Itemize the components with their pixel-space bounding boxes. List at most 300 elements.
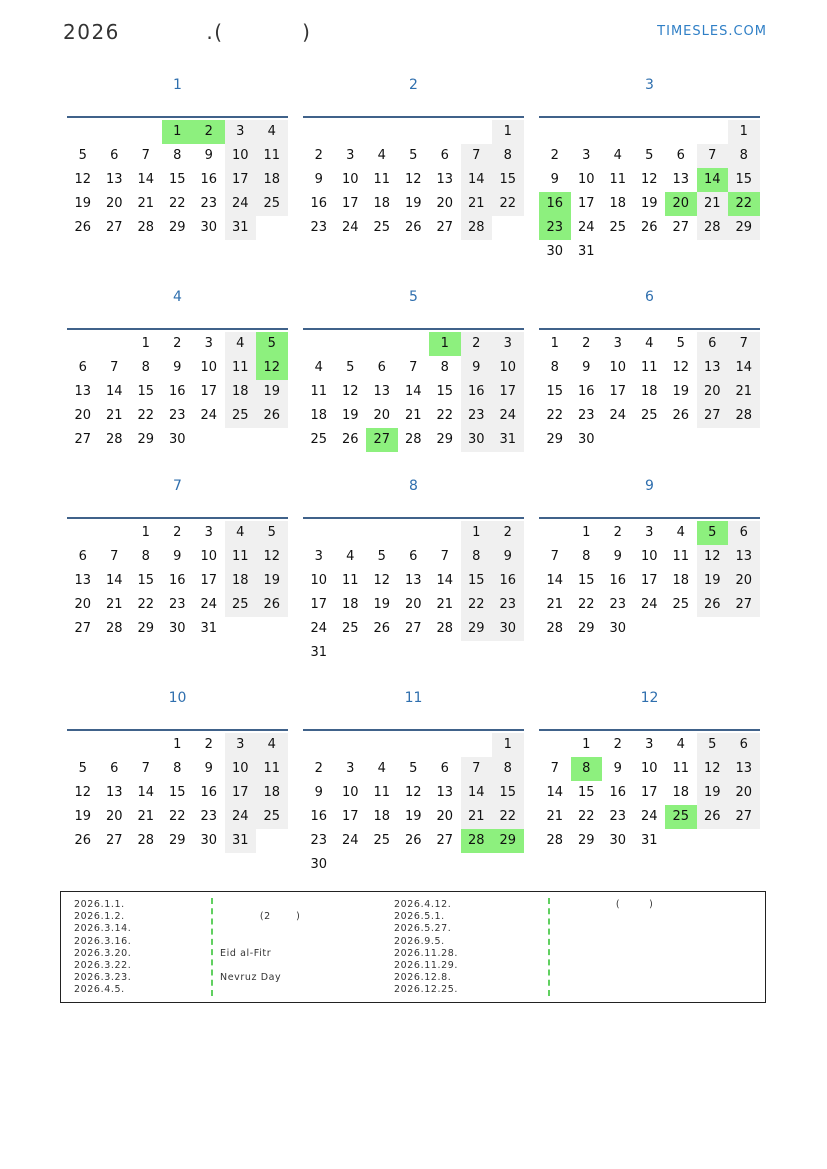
day-cell: 13 <box>373 384 391 399</box>
day-cell: 4 <box>377 148 386 163</box>
day-cell: 21 <box>404 408 422 423</box>
holiday-date: 2026.9.5. <box>394 935 445 947</box>
day-cell: 10 <box>200 360 218 375</box>
empty-cell <box>303 120 335 144</box>
day-cell: 2 <box>582 336 591 351</box>
holiday-date: 2026.4.5. <box>74 984 125 996</box>
day-cell: 12 <box>74 172 92 187</box>
day-cell: 12 <box>341 384 359 399</box>
holiday-name <box>558 923 654 935</box>
day-cell: 26 <box>640 220 658 235</box>
day-cell: 8 <box>492 144 524 168</box>
holiday-name <box>558 972 654 984</box>
day-cell: 29 <box>577 621 595 636</box>
day-cell: 27 <box>672 220 690 235</box>
day-cell: 24 <box>200 408 218 423</box>
day-cell: 22 <box>728 192 760 216</box>
day-cell: 12 <box>373 573 391 588</box>
day-cell: 30 <box>168 621 186 636</box>
month-12 <box>539 683 760 848</box>
day-cell: 7 <box>697 144 729 168</box>
month-day-grid <box>67 116 288 240</box>
empty-cell <box>99 733 131 757</box>
day-cell: 25 <box>609 220 627 235</box>
day-cell: 6 <box>676 148 685 163</box>
month-2 <box>303 70 524 235</box>
day-cell: 4 <box>225 332 257 356</box>
day-cell: 28 <box>404 432 422 447</box>
holiday-name <box>558 960 654 972</box>
day-cell: 5 <box>697 733 729 757</box>
day-cell: 7 <box>550 761 559 776</box>
holiday-name <box>558 911 654 923</box>
day-cell: 18 <box>640 384 658 399</box>
day-cell: 25 <box>225 593 257 617</box>
month-title: 8 <box>409 478 418 494</box>
day-cell: 12 <box>672 360 690 375</box>
day-cell: 9 <box>492 545 524 569</box>
day-cell: 2 <box>461 332 493 356</box>
day-cell: 9 <box>582 360 591 375</box>
day-cell: 25 <box>256 192 288 216</box>
holiday-date: 2026.3.14. <box>74 923 132 935</box>
day-cell: 17 <box>225 168 257 192</box>
day-cell: 24 <box>640 809 658 824</box>
day-cell: 9 <box>314 172 323 187</box>
day-cell: 23 <box>168 597 186 612</box>
day-cell: 16 <box>461 380 493 404</box>
day-cell: 7 <box>550 549 559 564</box>
day-cell: 8 <box>440 360 449 375</box>
day-cell: 3 <box>645 737 654 752</box>
day-cell: 1 <box>141 525 150 540</box>
day-cell: 21 <box>461 805 493 829</box>
day-cell: 11 <box>225 545 257 569</box>
day-cell: 11 <box>373 172 391 187</box>
day-cell: 15 <box>168 172 186 187</box>
day-cell: 14 <box>461 168 493 192</box>
empty-cell <box>398 120 430 144</box>
month-day-grid <box>303 517 524 665</box>
empty-cell <box>539 521 571 545</box>
day-cell: 10 <box>640 761 658 776</box>
day-cell: 27 <box>436 833 454 848</box>
empty-cell <box>429 733 461 757</box>
day-cell: 1 <box>728 120 760 144</box>
day-cell: 24 <box>341 833 359 848</box>
day-cell: 2 <box>173 525 182 540</box>
day-cell: 9 <box>613 549 622 564</box>
holiday-name: (2 ) <box>220 911 301 923</box>
day-cell: 3 <box>645 525 654 540</box>
month-7 <box>67 471 288 636</box>
day-cell: 11 <box>225 356 257 380</box>
day-cell: 14 <box>436 573 454 588</box>
day-cell: 23 <box>577 408 595 423</box>
day-cell: 13 <box>697 356 729 380</box>
day-cell: 22 <box>546 408 564 423</box>
day-cell: 13 <box>105 172 123 187</box>
day-cell: 27 <box>74 432 92 447</box>
day-cell: 15 <box>492 168 524 192</box>
day-cell: 15 <box>436 384 454 399</box>
day-cell: 11 <box>640 360 658 375</box>
empty-cell <box>335 521 367 545</box>
day-cell: 27 <box>74 621 92 636</box>
empty-cell <box>697 120 729 144</box>
day-cell: 5 <box>256 521 288 545</box>
day-cell: 26 <box>373 621 391 636</box>
day-cell: 18 <box>341 597 359 612</box>
day-cell: 4 <box>645 336 654 351</box>
day-cell: 8 <box>141 360 150 375</box>
holiday-date: 2026.1.1. <box>74 899 125 910</box>
holiday-legend <box>60 891 766 1003</box>
day-cell: 5 <box>256 332 288 356</box>
day-cell: 26 <box>74 220 92 235</box>
empty-cell <box>303 521 335 545</box>
empty-cell <box>366 120 398 144</box>
day-cell: 4 <box>613 148 622 163</box>
day-cell: 23 <box>539 216 571 240</box>
day-cell: 3 <box>225 733 257 757</box>
empty-cell <box>429 521 461 545</box>
day-cell: 31 <box>640 833 658 848</box>
legend-left-divider <box>211 898 213 996</box>
day-cell: 31 <box>310 645 328 660</box>
day-cell: 24 <box>225 805 257 829</box>
day-cell: 7 <box>141 761 150 776</box>
day-cell: 3 <box>613 336 622 351</box>
day-cell: 15 <box>168 785 186 800</box>
holiday-date: 2026.3.20. <box>74 947 132 959</box>
day-cell: 19 <box>640 196 658 211</box>
month-title: 11 <box>404 690 423 706</box>
holiday-date: 2026.3.22. <box>74 959 132 971</box>
day-cell: 29 <box>137 621 155 636</box>
day-cell: 10 <box>341 172 359 187</box>
day-cell: 22 <box>577 597 595 612</box>
day-cell: 3 <box>492 332 524 356</box>
empty-cell <box>67 332 99 356</box>
day-cell: 18 <box>373 196 391 211</box>
day-cell: 8 <box>582 549 591 564</box>
day-cell: 29 <box>728 216 760 240</box>
day-cell: 19 <box>256 569 288 593</box>
day-cell: 20 <box>74 597 92 612</box>
day-cell: 14 <box>105 573 123 588</box>
day-cell: 21 <box>137 809 155 824</box>
day-cell: 16 <box>168 573 186 588</box>
day-cell: 13 <box>74 573 92 588</box>
day-cell: 25 <box>373 833 391 848</box>
day-cell: 25 <box>310 432 328 447</box>
empty-cell <box>67 521 99 545</box>
holiday-date: 2026.5.1. <box>394 911 445 923</box>
brand-logo-link[interactable]: TIMESLES.COM <box>657 24 767 39</box>
month-1 <box>67 70 288 235</box>
day-cell: 4 <box>256 733 288 757</box>
day-cell: 25 <box>640 408 658 423</box>
day-cell: 12 <box>256 356 288 380</box>
legend-left-names <box>220 899 300 997</box>
day-cell: 17 <box>200 384 218 399</box>
day-cell: 17 <box>640 573 658 588</box>
day-cell: 1 <box>550 336 559 351</box>
month-day-grid <box>67 328 288 452</box>
day-cell: 29 <box>137 432 155 447</box>
day-cell: 26 <box>74 833 92 848</box>
holiday-name <box>558 936 654 948</box>
day-cell: 30 <box>461 428 493 452</box>
day-cell: 6 <box>78 549 87 564</box>
day-cell: 26 <box>672 408 690 423</box>
day-cell: 29 <box>577 833 595 848</box>
day-cell: 4 <box>346 549 355 564</box>
day-cell: 9 <box>613 761 622 776</box>
day-cell: 22 <box>492 192 524 216</box>
holiday-name <box>220 960 300 972</box>
holiday-date: 2026.12.25. <box>394 984 459 996</box>
day-cell: 9 <box>204 148 213 163</box>
day-cell: 18 <box>256 168 288 192</box>
day-cell: 11 <box>310 384 328 399</box>
empty-cell <box>335 733 367 757</box>
day-cell: 9 <box>173 360 182 375</box>
day-cell: 24 <box>577 220 595 235</box>
day-cell: 15 <box>492 781 524 805</box>
page-title: 2026 .( ) <box>63 20 312 44</box>
day-cell: 19 <box>697 781 729 805</box>
day-cell: 29 <box>168 833 186 848</box>
day-cell: 10 <box>341 785 359 800</box>
day-cell: 16 <box>492 569 524 593</box>
day-cell: 13 <box>672 172 690 187</box>
day-cell: 31 <box>492 428 524 452</box>
empty-cell <box>366 332 398 356</box>
day-cell: 19 <box>256 380 288 404</box>
month-6 <box>539 282 760 447</box>
day-cell: 16 <box>539 192 571 216</box>
day-cell: 30 <box>546 244 564 259</box>
month-title: 10 <box>168 690 187 706</box>
day-cell: 9 <box>314 785 323 800</box>
day-cell: 3 <box>346 148 355 163</box>
day-cell: 22 <box>577 809 595 824</box>
day-cell: 2 <box>193 120 225 144</box>
day-cell: 17 <box>200 573 218 588</box>
day-cell: 11 <box>341 573 359 588</box>
day-cell: 13 <box>728 545 760 569</box>
day-cell: 28 <box>461 829 493 853</box>
day-cell: 12 <box>404 172 422 187</box>
day-cell: 18 <box>373 809 391 824</box>
day-cell: 30 <box>609 621 627 636</box>
empty-cell <box>634 120 666 144</box>
holiday-date: 2026.12.8. <box>394 972 452 984</box>
holiday-date: 2026.1.2. <box>74 911 125 923</box>
day-cell: 19 <box>404 809 422 824</box>
day-cell: 8 <box>141 549 150 564</box>
month-day-grid <box>539 729 760 853</box>
month-9 <box>539 471 760 636</box>
day-cell: 16 <box>577 384 595 399</box>
day-cell: 14 <box>105 384 123 399</box>
day-cell: 25 <box>672 597 690 612</box>
holiday-date: 2026.11.29. <box>394 959 459 971</box>
day-cell: 17 <box>310 597 328 612</box>
day-cell: 17 <box>225 781 257 805</box>
day-cell: 20 <box>105 196 123 211</box>
day-cell: 24 <box>225 192 257 216</box>
day-cell: 18 <box>225 380 257 404</box>
day-cell: 19 <box>404 196 422 211</box>
day-cell: 3 <box>225 120 257 144</box>
day-cell: 20 <box>665 192 697 216</box>
day-cell: 2 <box>173 336 182 351</box>
day-cell: 9 <box>204 761 213 776</box>
day-cell: 13 <box>105 785 123 800</box>
empty-cell <box>429 120 461 144</box>
day-cell: 18 <box>609 196 627 211</box>
holiday-name <box>220 899 300 911</box>
day-cell: 18 <box>225 569 257 593</box>
day-cell: 25 <box>341 621 359 636</box>
empty-cell <box>461 120 493 144</box>
day-cell: 10 <box>492 356 524 380</box>
day-cell: 28 <box>697 216 729 240</box>
day-cell: 5 <box>78 148 87 163</box>
day-cell: 7 <box>110 549 119 564</box>
day-cell: 29 <box>168 220 186 235</box>
month-title: 12 <box>640 690 659 706</box>
day-cell: 26 <box>404 220 422 235</box>
day-cell: 22 <box>168 196 186 211</box>
month-title: 3 <box>645 77 654 93</box>
day-cell: 20 <box>728 781 760 805</box>
day-cell: 14 <box>137 785 155 800</box>
day-cell: 1 <box>162 120 194 144</box>
month-10 <box>67 683 288 848</box>
day-cell: 23 <box>609 809 627 824</box>
day-cell: 6 <box>440 761 449 776</box>
day-cell: 13 <box>404 573 422 588</box>
day-cell: 20 <box>436 196 454 211</box>
day-cell: 4 <box>676 525 685 540</box>
day-cell: 11 <box>256 144 288 168</box>
legend-left-dates <box>74 899 131 997</box>
day-cell: 2 <box>613 525 622 540</box>
day-cell: 13 <box>436 172 454 187</box>
day-cell: 26 <box>341 432 359 447</box>
day-cell: 11 <box>672 549 690 564</box>
day-cell: 31 <box>577 244 595 259</box>
day-cell: 30 <box>492 617 524 641</box>
empty-cell <box>335 332 367 356</box>
day-cell: 31 <box>225 829 257 853</box>
month-4 <box>67 282 288 447</box>
day-cell: 10 <box>200 549 218 564</box>
day-cell: 21 <box>728 380 760 404</box>
month-3 <box>539 70 760 259</box>
day-cell: 2 <box>314 148 323 163</box>
day-cell: 14 <box>546 573 564 588</box>
day-cell: 24 <box>640 597 658 612</box>
day-cell: 28 <box>137 833 155 848</box>
month-8 <box>303 471 524 660</box>
day-cell: 8 <box>492 757 524 781</box>
holiday-date: 2026.4.12. <box>394 899 452 910</box>
day-cell: 6 <box>440 148 449 163</box>
day-cell: 11 <box>672 761 690 776</box>
month-day-grid <box>303 116 524 240</box>
month-day-grid <box>303 729 524 877</box>
day-cell: 14 <box>404 384 422 399</box>
day-cell: 9 <box>173 549 182 564</box>
day-cell: 1 <box>492 120 524 144</box>
day-cell: 16 <box>200 172 218 187</box>
day-cell: 23 <box>200 196 218 211</box>
day-cell: 3 <box>346 761 355 776</box>
day-cell: 27 <box>404 621 422 636</box>
day-cell: 23 <box>310 220 328 235</box>
day-cell: 27 <box>728 593 760 617</box>
day-cell: 15 <box>137 384 155 399</box>
day-cell: 16 <box>609 785 627 800</box>
day-cell: 26 <box>404 833 422 848</box>
day-cell: 1 <box>173 737 182 752</box>
day-cell: 19 <box>697 569 729 593</box>
day-cell: 17 <box>341 196 359 211</box>
holiday-name <box>558 984 654 996</box>
day-cell: 7 <box>409 360 418 375</box>
day-cell: 22 <box>137 597 155 612</box>
day-cell: 31 <box>200 621 218 636</box>
day-cell: 7 <box>461 757 493 781</box>
day-cell: 7 <box>461 144 493 168</box>
day-cell: 7 <box>728 332 760 356</box>
holiday-name: Nevruz Day <box>220 972 282 984</box>
day-cell: 21 <box>546 597 564 612</box>
day-cell: 27 <box>436 220 454 235</box>
legend-right-names <box>558 899 654 997</box>
day-cell: 15 <box>577 573 595 588</box>
day-cell: 15 <box>577 785 595 800</box>
day-cell: 29 <box>461 617 493 641</box>
empty-cell <box>366 733 398 757</box>
day-cell: 24 <box>341 220 359 235</box>
day-cell: 28 <box>546 833 564 848</box>
empty-cell <box>539 120 571 144</box>
day-cell: 7 <box>110 360 119 375</box>
empty-cell <box>665 120 697 144</box>
empty-cell <box>602 120 634 144</box>
day-cell: 16 <box>168 384 186 399</box>
day-cell: 5 <box>377 549 386 564</box>
day-cell: 10 <box>640 549 658 564</box>
legend-right-dates <box>394 899 458 997</box>
day-cell: 6 <box>110 761 119 776</box>
day-cell: 20 <box>105 809 123 824</box>
day-cell: 3 <box>314 549 323 564</box>
day-cell: 6 <box>78 360 87 375</box>
day-cell: 13 <box>728 757 760 781</box>
day-cell: 1 <box>492 733 524 757</box>
day-cell: 30 <box>200 220 218 235</box>
day-cell: 5 <box>409 761 418 776</box>
month-day-grid <box>539 116 760 264</box>
day-cell: 7 <box>440 549 449 564</box>
